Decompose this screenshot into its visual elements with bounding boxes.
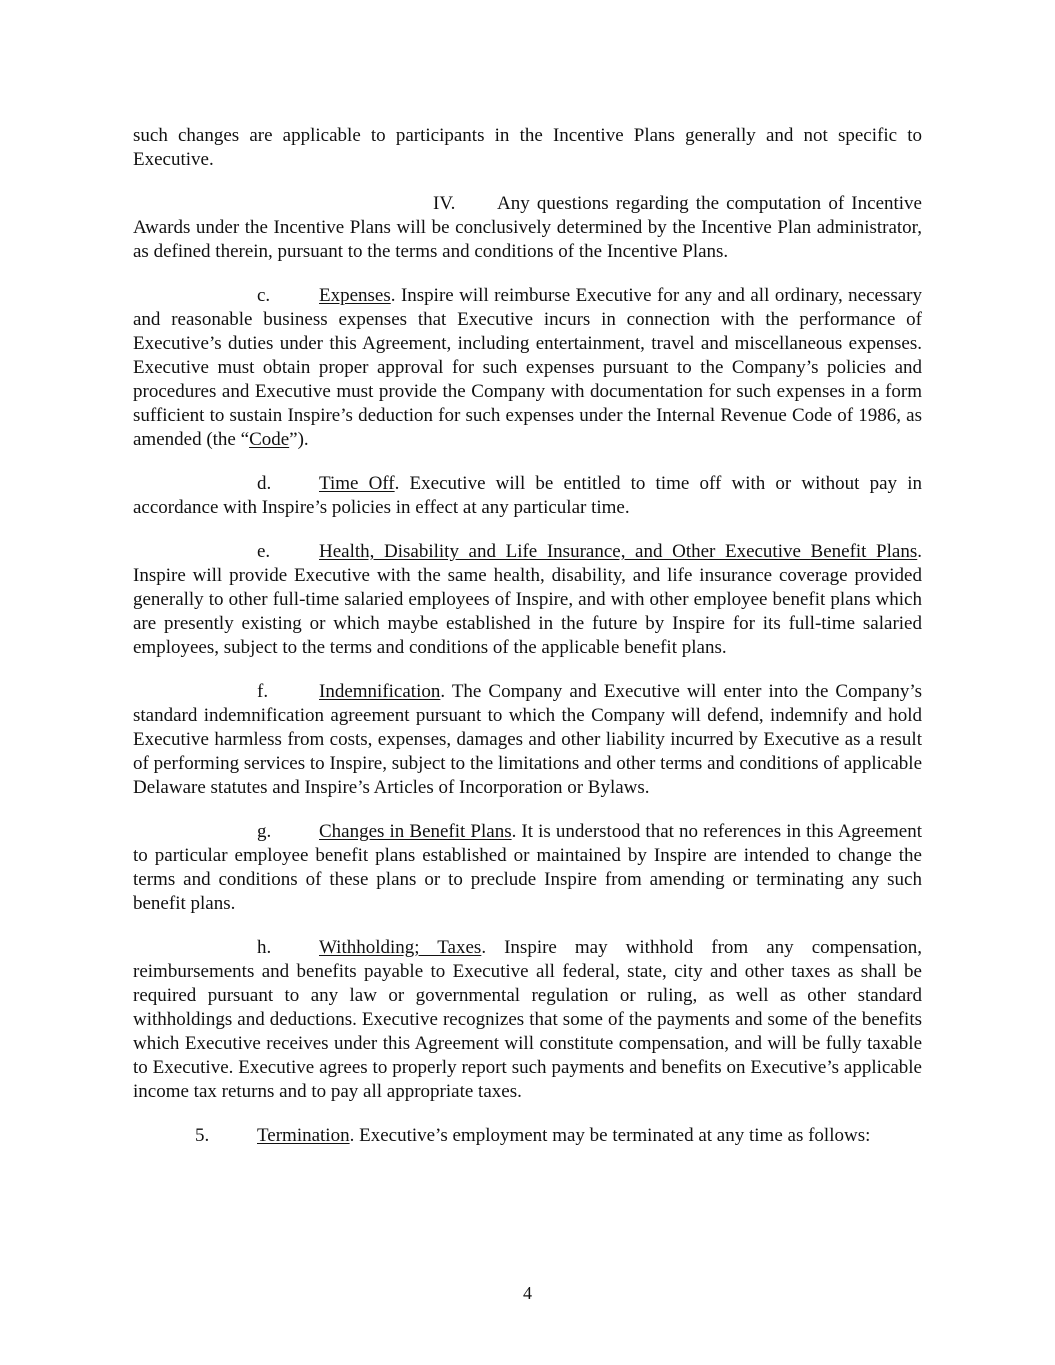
- paragraph-e-benefit-plans: [133, 540, 922, 660]
- section-5-termination: [133, 1124, 922, 1148]
- document-body: [133, 124, 922, 1168]
- defined-term-code: Code: [249, 429, 290, 450]
- paragraph-iv: [133, 192, 922, 264]
- section-marker: 5.: [195, 1125, 210, 1146]
- section-heading: Termination: [257, 1125, 350, 1146]
- paragraph-text: . The Company and Executive will enter into the Company’s standard indemnification agreement pursuant to which the Company will defend, indemnify and hold Executive harmless from costs, expenses, damages and other liability incurred by Executive as a result of performing services to Inspire, subject to the limitations and other terms and conditions of applicable Delaware statutes and Inspire’s Articles of Incorporation or Bylaws.: [133, 681, 922, 798]
- paragraph-heading: Health, Disability and Life Insurance, and Other Executive Benefit Plans: [319, 541, 918, 562]
- paragraph-d-time-off: [133, 472, 922, 520]
- paragraph-text: . Inspire may withhold from any compensation, reimbursements and benefits payable to Executive all federal, state, city and other taxes as shall be required pursuant to any law or governmental regulation or ruling, as well as other standard withholdings and deductions. Executive recognizes that some of the payments and some of the benefits which Executive receives under this Agreement will constitute compensation, and will be fully taxable to Executive. Executive agrees to properly report such payments and benefits on Executive’s applicable income tax returns and to pay all appropriate taxes.: [133, 937, 922, 1102]
- paragraph-c-expenses: [133, 284, 922, 452]
- page-number: 4: [523, 1283, 532, 1303]
- paragraph-heading: Expenses: [319, 285, 391, 306]
- paragraph-text: . It is understood that no references in this Agreement to particular employee benefit plans established or maintained by Inspire are intended to change the terms and conditions of these plans or to preclude Inspire from amending or terminating any such benefit plans.: [133, 821, 922, 914]
- paragraph-text: Any questions regarding the computation of Incentive Awards under the Incentive Plans will be conclusively determined by the Incentive Plan administrator, as defined therein, pursuant to the terms and conditions of the Incentive Plans.: [133, 193, 922, 262]
- paragraph-text-end: ”).: [289, 429, 309, 450]
- paragraph-f-indemnification: [133, 680, 922, 800]
- paragraph-text: such changes are applicable to participants in the Incentive Plans generally and not specific to Executive.: [133, 125, 922, 170]
- paragraph-text: . Inspire will reimburse Executive for any and all ordinary, necessary and reasonable business expenses that Executive incurs in connection with the performance of Executive’s duties under this Agreement, including entertainment, travel and miscellaneous expenses. Executive must obtain proper approval for such expenses pursuant to the Company’s policies and procedures and Executive must provide the Company with documentation for such expenses in a form sufficient to sustain Inspire’s deduction for such expenses under the Internal Revenue Code of 1986, as amended (the “: [133, 285, 922, 450]
- paragraph-heading: Time Off: [319, 473, 395, 494]
- paragraph-heading: Indemnification: [319, 681, 441, 702]
- section-text: . Executive’s employment may be terminated at any time as follows:: [349, 1125, 871, 1146]
- paragraph-heading: Changes in Benefit Plans: [319, 821, 512, 842]
- paragraph-marker: c.: [257, 285, 271, 306]
- paragraph-heading: Withholding; Taxes: [319, 937, 482, 958]
- paragraph-marker: h.: [257, 937, 272, 958]
- paragraph-marker: g.: [257, 821, 272, 842]
- paragraph-marker: f.: [257, 681, 269, 702]
- paragraph-h-withholding: [133, 936, 922, 1104]
- paragraph-text: . Inspire will provide Executive with the same health, disability, and life insurance coverage provided generally to other full-time salaried employees of Inspire, and with other employee benefit plans which are presently existing or which maybe established in the future by Inspire for its full-time salaried employees, subject to the terms and conditions of the applicable benefit plans.: [133, 541, 922, 658]
- paragraph-continuation: [133, 124, 922, 172]
- paragraph-marker: d.: [257, 473, 272, 494]
- paragraph-g-changes: [133, 820, 922, 916]
- paragraph-marker: e.: [257, 541, 271, 562]
- paragraph-text: . Executive will be entitled to time off with or without pay in accordance with Inspire’s policies in effect at any particular time.: [133, 473, 922, 518]
- paragraph-marker: IV.: [433, 193, 456, 214]
